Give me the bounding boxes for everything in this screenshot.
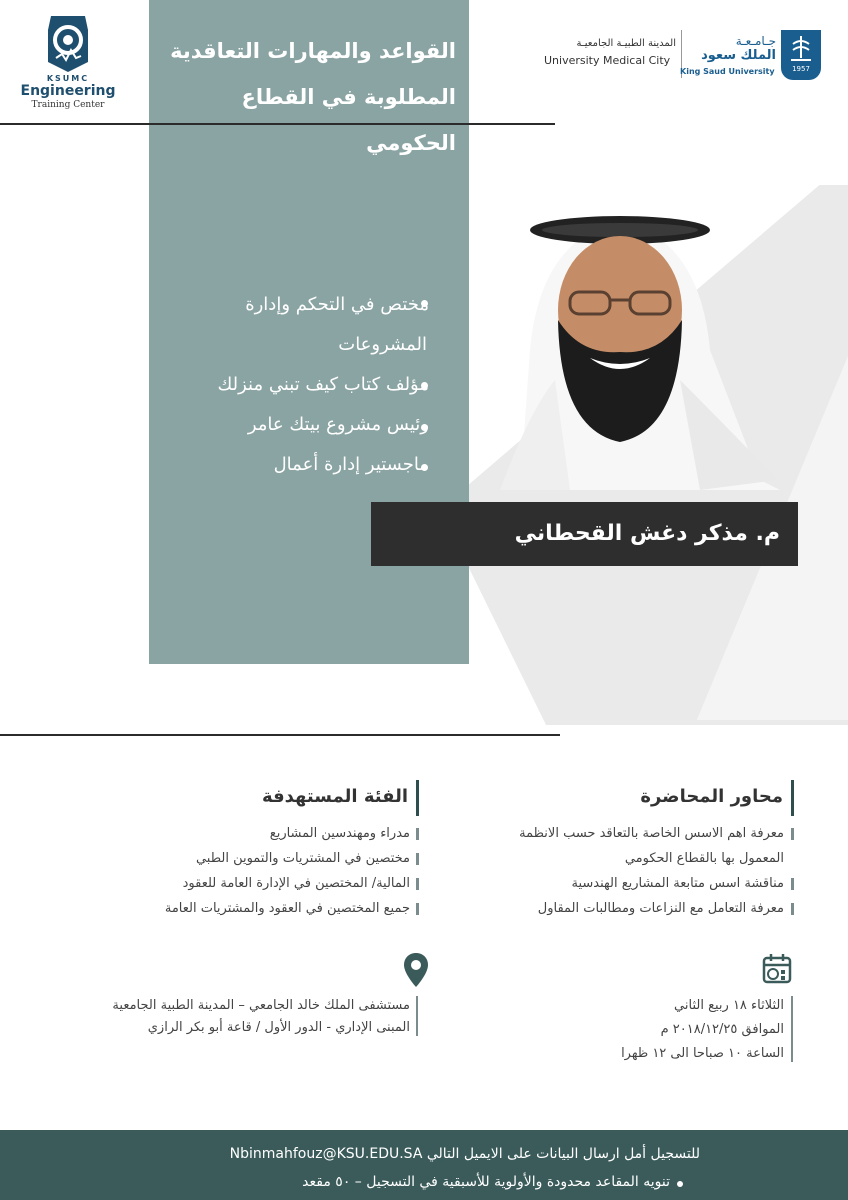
topic-item: معرفة التعامل مع النزاعات ومطالبات المقاول <box>537 901 784 916</box>
target-item: مدراء ومهندسين المشاريع <box>269 826 410 841</box>
training-center-label: Training Center <box>31 100 105 110</box>
speaker-photo <box>460 180 780 490</box>
bullet-icon <box>791 903 794 915</box>
topic-item: معرفة اهم الاسس الخاصة بالتعاقد حسب الانظمة <box>519 826 784 841</box>
qualification-item: المشروعات <box>338 334 427 355</box>
lecture-topics-title: محاور المحاضرة <box>640 786 783 807</box>
ksu-english: King Saud University <box>680 67 775 76</box>
section-accent <box>791 996 793 1062</box>
location-line2: المبنى الإداري - الدور الأول / قاعة أبو بكر الرازي <box>147 1020 410 1035</box>
event-title-line2: المطلوبة في القطاع الحكومي <box>241 85 456 155</box>
target-audience-title: الفئة المستهدفة <box>261 786 408 807</box>
section-accent <box>791 780 794 816</box>
target-item: مختصين في المشتريات والتموين الطبي <box>195 851 410 866</box>
bullet-icon <box>416 878 419 890</box>
section-accent <box>416 780 419 816</box>
bullet-icon <box>677 1181 683 1187</box>
bullet-icon <box>791 828 794 840</box>
registration-email-text: للتسجيل أمل ارسال البيانات على الايميل التالي Nbinmahfouz@KSU.EDU.SA <box>229 1146 700 1162</box>
ksu-logo-group <box>544 30 824 90</box>
location-pin-icon <box>403 952 429 988</box>
medical-city-english: University Medical City <box>544 54 671 67</box>
topic-item: المعمول بها بالقطاع الحكومي <box>624 851 784 866</box>
location-line1: مستشفى الملك خالد الجامعي – المدينة الطبية الجامعية <box>112 998 410 1013</box>
event-title-line1: القواعد والمهارات التعاقدية <box>170 39 456 63</box>
speaker-name: م. مذكر دغش القحطاني <box>514 521 780 546</box>
qualification-item: ماجستير إدارة أعمال <box>273 454 429 475</box>
event-title <box>160 28 456 166</box>
seating-note: تنويه المقاعد محدودة والأولوية للأسبقية في التسجيل – ٥٠ مقعد <box>302 1174 670 1190</box>
target-item: جميع المختصين في العقود والمشتريات العامة <box>164 901 410 916</box>
medical-city-arabic: المدينة الطبيـة الجامعيـة <box>576 38 676 49</box>
calendar-clock-icon <box>760 952 794 986</box>
section-accent <box>416 996 418 1036</box>
ksumc-label: KSUMC <box>46 74 90 83</box>
ksu-year: 1957 <box>792 65 810 73</box>
bullet-icon <box>416 828 419 840</box>
ksu-arabic-line1: جـامـعـة <box>735 34 776 48</box>
bullet-icon <box>791 878 794 890</box>
schedule-time: الساعة ١٠ صباحا الى ١٢ ظهرا <box>621 1046 784 1061</box>
ksu-arabic-line2: الملك سعود <box>701 48 776 63</box>
bullet-icon <box>416 853 419 865</box>
target-item: المالية/ المختصين في الإدارة العامة للعقود <box>182 876 410 891</box>
bullet-icon <box>416 903 419 915</box>
qualification-item: مؤلف كتاب كيف تبني منزلك <box>217 374 429 395</box>
ksumc-engineering-logo <box>18 10 118 110</box>
schedule-date: الموافق ٢٠١٨/١٢/٢٥ م <box>660 1022 784 1037</box>
schedule-day: الثلاثاء ١٨ ربيع الثاني <box>674 998 784 1013</box>
topic-item: مناقشة اسس متابعة المشاريع الهندسية <box>571 876 784 891</box>
divider-middle <box>0 734 560 736</box>
qualification-item: مختص في التحكم وإدارة <box>245 294 429 315</box>
ksu-emblem-icon <box>781 30 821 80</box>
engineering-label: Engineering <box>20 83 116 99</box>
qualification-item: رئيس مشروع بيتك عامر <box>247 414 429 435</box>
